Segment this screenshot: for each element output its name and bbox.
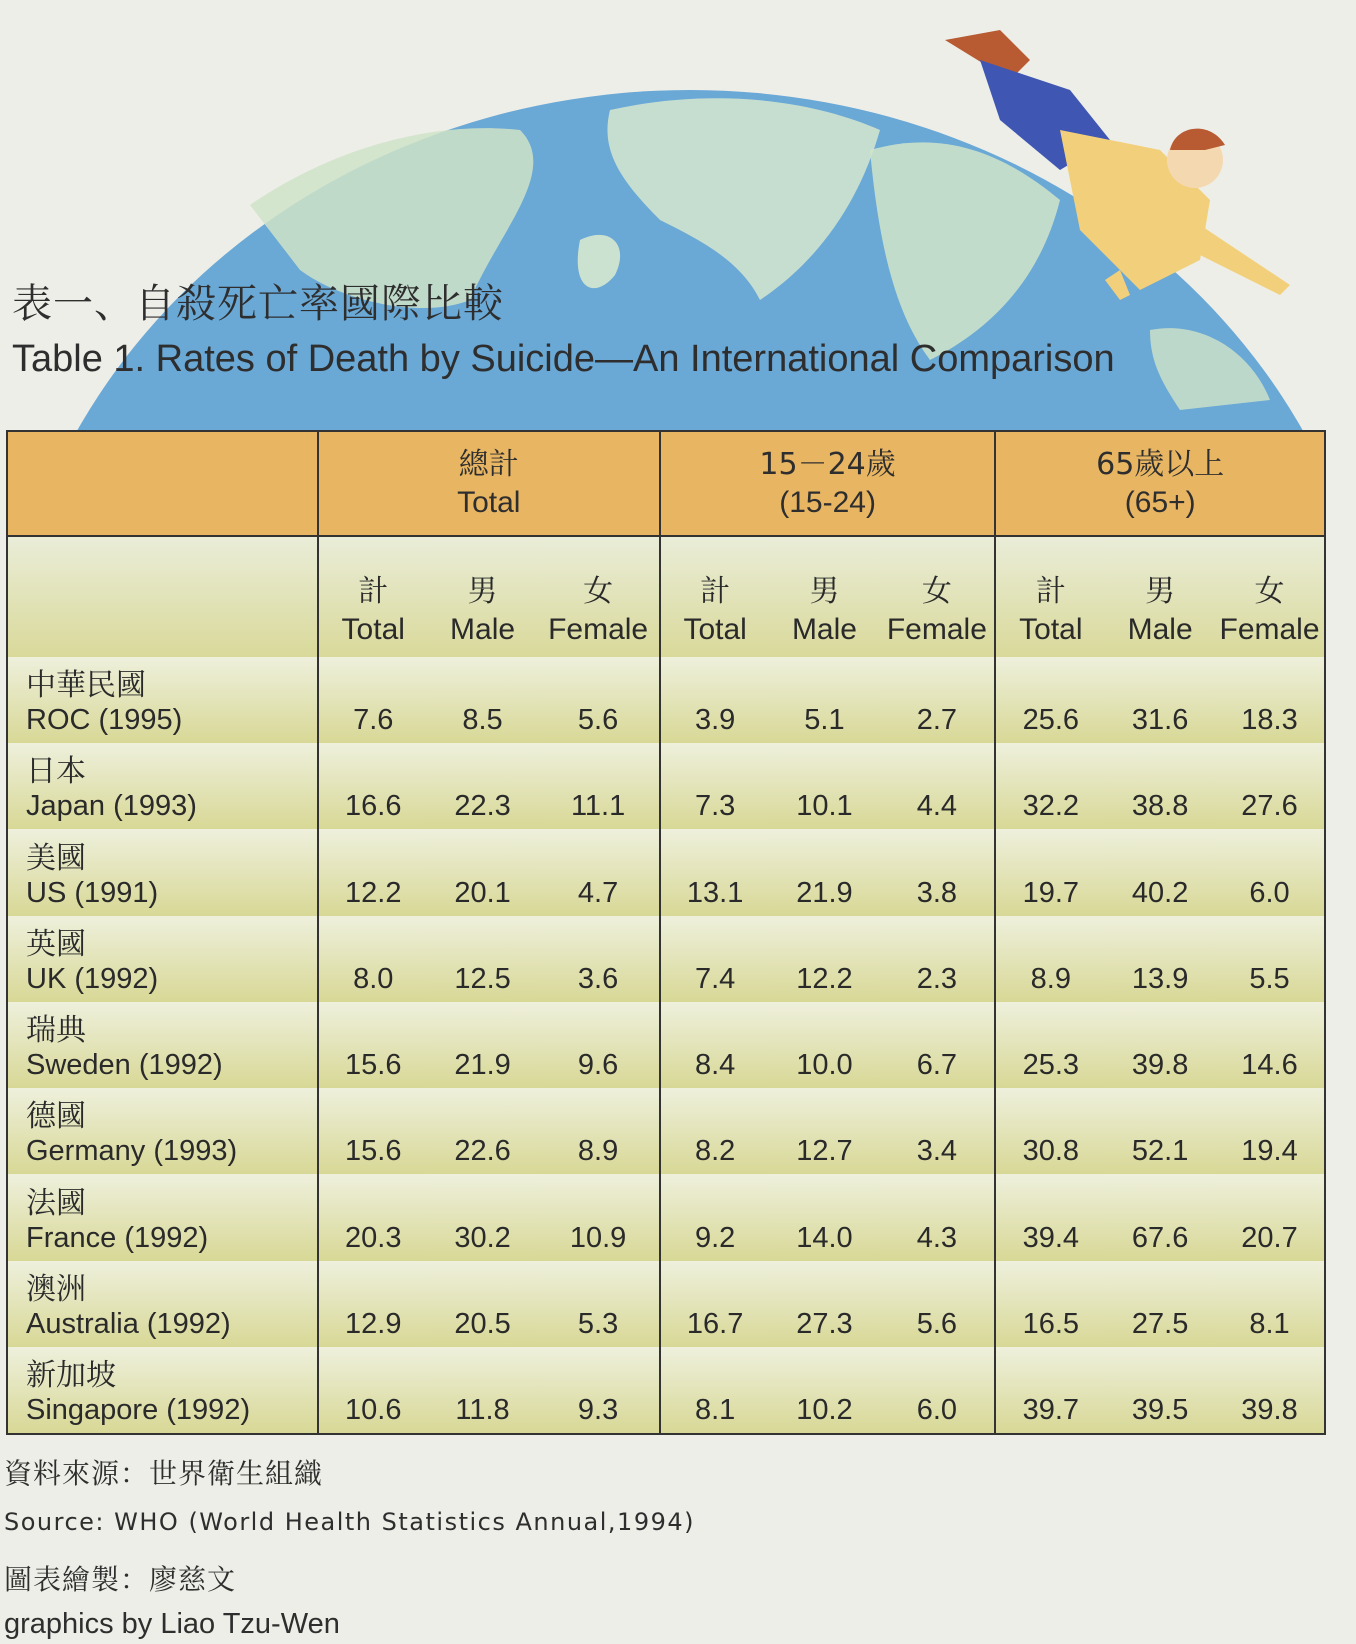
value-cell: 9.2 — [660, 1174, 770, 1260]
table-row — [7, 1002, 1325, 1088]
column-header-en: Male — [1127, 613, 1193, 646]
value-cell: 10.9 — [537, 1174, 659, 1260]
value-cell: 16.7 — [660, 1261, 770, 1347]
group-header-zh: 15－24歲 — [759, 446, 896, 482]
suicide-rate-table — [6, 430, 1326, 1435]
group-header-en: (65+) — [1124, 485, 1196, 519]
value-cell: 27.5 — [1105, 1261, 1215, 1347]
value-cell: 5.3 — [537, 1261, 659, 1347]
value-cell: 39.4 — [995, 1174, 1105, 1260]
country-name-zh: 德國 — [26, 1099, 86, 1135]
source-en: Source: WHO (World Health Statistics Annual,1994) — [4, 1508, 695, 1536]
value-cell: 20.5 — [428, 1261, 538, 1347]
column-header — [1105, 536, 1215, 657]
country-name-zh: 英國 — [26, 926, 86, 962]
group-header — [995, 431, 1325, 536]
column-header-zh: 計 — [700, 574, 731, 609]
country-name-zh: 瑞典 — [26, 1013, 86, 1049]
graphics-credit-en: graphics by Liao Tzu-Wen — [4, 1608, 340, 1640]
country-name-en: France (1992) — [26, 1221, 209, 1254]
value-cell: 22.3 — [428, 743, 538, 829]
value-cell: 9.3 — [537, 1347, 659, 1434]
value-cell: 20.7 — [1215, 1174, 1325, 1260]
value-cell: 19.7 — [995, 829, 1105, 915]
value-cell: 8.1 — [1215, 1261, 1325, 1347]
page-title-zh: 表一、自殺死亡率國際比較 — [12, 281, 504, 327]
country-name-zh: 法國 — [26, 1185, 86, 1221]
column-header — [537, 536, 659, 657]
value-cell: 10.2 — [770, 1347, 880, 1434]
column-header-zh: 男 — [809, 574, 840, 609]
value-cell: 16.6 — [318, 743, 428, 829]
column-header — [1215, 536, 1325, 657]
value-cell: 30.2 — [428, 1174, 538, 1260]
value-cell: 20.3 — [318, 1174, 428, 1260]
value-cell: 32.2 — [995, 743, 1105, 829]
column-header — [879, 536, 995, 657]
value-cell: 5.5 — [1215, 916, 1325, 1002]
value-cell: 12.9 — [318, 1261, 428, 1347]
value-cell: 10.1 — [770, 743, 880, 829]
value-cell: 16.5 — [995, 1261, 1105, 1347]
table-row — [7, 657, 1325, 743]
value-cell: 22.6 — [428, 1088, 538, 1174]
value-cell: 13.1 — [660, 829, 770, 915]
value-cell: 19.4 — [1215, 1088, 1325, 1174]
value-cell: 18.3 — [1215, 657, 1325, 743]
value-cell: 10.0 — [770, 1002, 880, 1088]
column-header — [770, 536, 880, 657]
column-header-zh: 計 — [1035, 574, 1066, 609]
value-cell: 6.0 — [1215, 829, 1325, 915]
value-cell: 39.7 — [995, 1347, 1105, 1434]
value-cell: 12.2 — [318, 829, 428, 915]
value-cell: 38.8 — [1105, 743, 1215, 829]
group-header — [660, 431, 996, 536]
value-cell: 8.4 — [660, 1002, 770, 1088]
table-row — [7, 1174, 1325, 1260]
country-name-zh: 澳洲 — [26, 1271, 86, 1307]
column-header-zh: 男 — [467, 574, 498, 609]
value-cell: 5.6 — [537, 657, 659, 743]
value-cell: 5.6 — [879, 1261, 995, 1347]
value-cell: 4.3 — [879, 1174, 995, 1260]
group-header-zh: 總計 — [458, 446, 519, 482]
corner-cell — [7, 431, 318, 536]
value-cell: 8.0 — [318, 916, 428, 1002]
column-header-en: Total — [683, 613, 747, 646]
country-cell — [7, 1088, 318, 1174]
column-header — [995, 536, 1105, 657]
country-name-en: Sweden (1992) — [26, 1049, 223, 1082]
value-cell: 2.3 — [879, 916, 995, 1002]
column-header-zh: 計 — [358, 574, 389, 609]
country-cell — [7, 1174, 318, 1260]
column-header-en: Female — [548, 613, 649, 646]
country-cell — [7, 657, 318, 743]
column-header-en: Female — [886, 613, 987, 646]
value-cell: 8.9 — [995, 916, 1105, 1002]
value-cell: 15.6 — [318, 1002, 428, 1088]
value-cell: 6.0 — [879, 1347, 995, 1434]
country-name-en: Japan (1993) — [26, 790, 197, 823]
value-cell: 39.8 — [1215, 1347, 1325, 1434]
value-cell: 8.2 — [660, 1088, 770, 1174]
value-cell: 7.6 — [318, 657, 428, 743]
table-row — [7, 916, 1325, 1002]
table-row — [7, 1261, 1325, 1347]
value-cell: 31.6 — [1105, 657, 1215, 743]
column-header-zh: 女 — [1254, 574, 1285, 609]
country-name-en: US (1991) — [26, 876, 159, 909]
column-header-en: Male — [450, 613, 516, 646]
value-cell: 8.9 — [537, 1088, 659, 1174]
country-name-zh: 中華民國 — [26, 668, 146, 704]
value-cell: 52.1 — [1105, 1088, 1215, 1174]
country-name-en: Singapore (1992) — [26, 1394, 251, 1426]
value-cell: 12.5 — [428, 916, 538, 1002]
group-header-en: Total — [457, 485, 521, 519]
value-cell: 12.7 — [770, 1088, 880, 1174]
value-cell: 21.9 — [770, 829, 880, 915]
table-row — [7, 1347, 1325, 1434]
value-cell: 14.0 — [770, 1174, 880, 1260]
country-cell — [7, 916, 318, 1002]
country-name-en: Australia (1992) — [26, 1307, 231, 1340]
value-cell: 8.5 — [428, 657, 538, 743]
value-cell: 10.6 — [318, 1347, 428, 1434]
page-title-en: Table 1. Rates of Death by Suicide—An International Comparison — [12, 338, 1115, 380]
value-cell: 11.1 — [537, 743, 659, 829]
country-cell — [7, 1002, 318, 1088]
table-row — [7, 1088, 1325, 1174]
source-zh: 資料來源：世界衛生組織 — [4, 1457, 324, 1490]
value-cell: 9.6 — [537, 1002, 659, 1088]
country-cell — [7, 1261, 318, 1347]
value-cell: 3.4 — [879, 1088, 995, 1174]
value-cell: 39.5 — [1105, 1347, 1215, 1434]
value-cell: 12.2 — [770, 916, 880, 1002]
column-header-zh: 男 — [1145, 574, 1176, 609]
country-cell — [7, 1347, 318, 1434]
column-header — [660, 536, 770, 657]
value-cell: 11.8 — [428, 1347, 538, 1434]
value-cell: 27.6 — [1215, 743, 1325, 829]
value-cell: 39.8 — [1105, 1002, 1215, 1088]
value-cell: 4.4 — [879, 743, 995, 829]
value-cell: 20.1 — [428, 829, 538, 915]
table-row — [7, 743, 1325, 829]
country-name-zh: 新加坡 — [26, 1358, 116, 1393]
column-header-en: Total — [341, 613, 405, 646]
group-header-zh: 65歲以上 — [1096, 446, 1225, 482]
value-cell: 14.6 — [1215, 1002, 1325, 1088]
column-header — [428, 536, 538, 657]
value-cell: 21.9 — [428, 1002, 538, 1088]
graphics-credit-zh: 圖表繪製：廖慈文 — [4, 1563, 237, 1596]
value-cell: 40.2 — [1105, 829, 1215, 915]
value-cell: 4.7 — [537, 829, 659, 915]
country-name-zh: 美國 — [26, 840, 86, 876]
value-cell: 3.9 — [660, 657, 770, 743]
value-cell: 67.6 — [1105, 1174, 1215, 1260]
column-header-en: Total — [1019, 613, 1083, 646]
group-header — [318, 431, 660, 536]
value-cell: 3.8 — [879, 829, 995, 915]
value-cell: 7.3 — [660, 743, 770, 829]
country-name-en: UK (1992) — [26, 962, 159, 995]
value-cell: 5.1 — [770, 657, 880, 743]
column-header-en: Female — [1219, 613, 1320, 646]
corner-cell — [7, 536, 318, 657]
value-cell: 2.7 — [879, 657, 995, 743]
value-cell: 15.6 — [318, 1088, 428, 1174]
country-cell — [7, 743, 318, 829]
country-name-en: Germany (1993) — [26, 1135, 238, 1168]
value-cell: 7.4 — [660, 916, 770, 1002]
group-header-en: (15-24) — [779, 485, 876, 519]
value-cell: 30.8 — [995, 1088, 1105, 1174]
value-cell: 13.9 — [1105, 916, 1215, 1002]
column-header-zh: 女 — [583, 574, 614, 609]
country-name-zh: 日本 — [26, 754, 86, 790]
value-cell: 8.1 — [660, 1347, 770, 1434]
country-name-en: ROC (1995) — [26, 704, 183, 737]
country-cell — [7, 829, 318, 915]
table-row — [7, 829, 1325, 915]
value-cell: 25.3 — [995, 1002, 1105, 1088]
column-header-en: Male — [791, 613, 857, 646]
column-header-zh: 女 — [921, 574, 952, 609]
column-header — [318, 536, 428, 657]
value-cell: 3.6 — [537, 916, 659, 1002]
value-cell: 25.6 — [995, 657, 1105, 743]
value-cell: 27.3 — [770, 1261, 880, 1347]
value-cell: 6.7 — [879, 1002, 995, 1088]
